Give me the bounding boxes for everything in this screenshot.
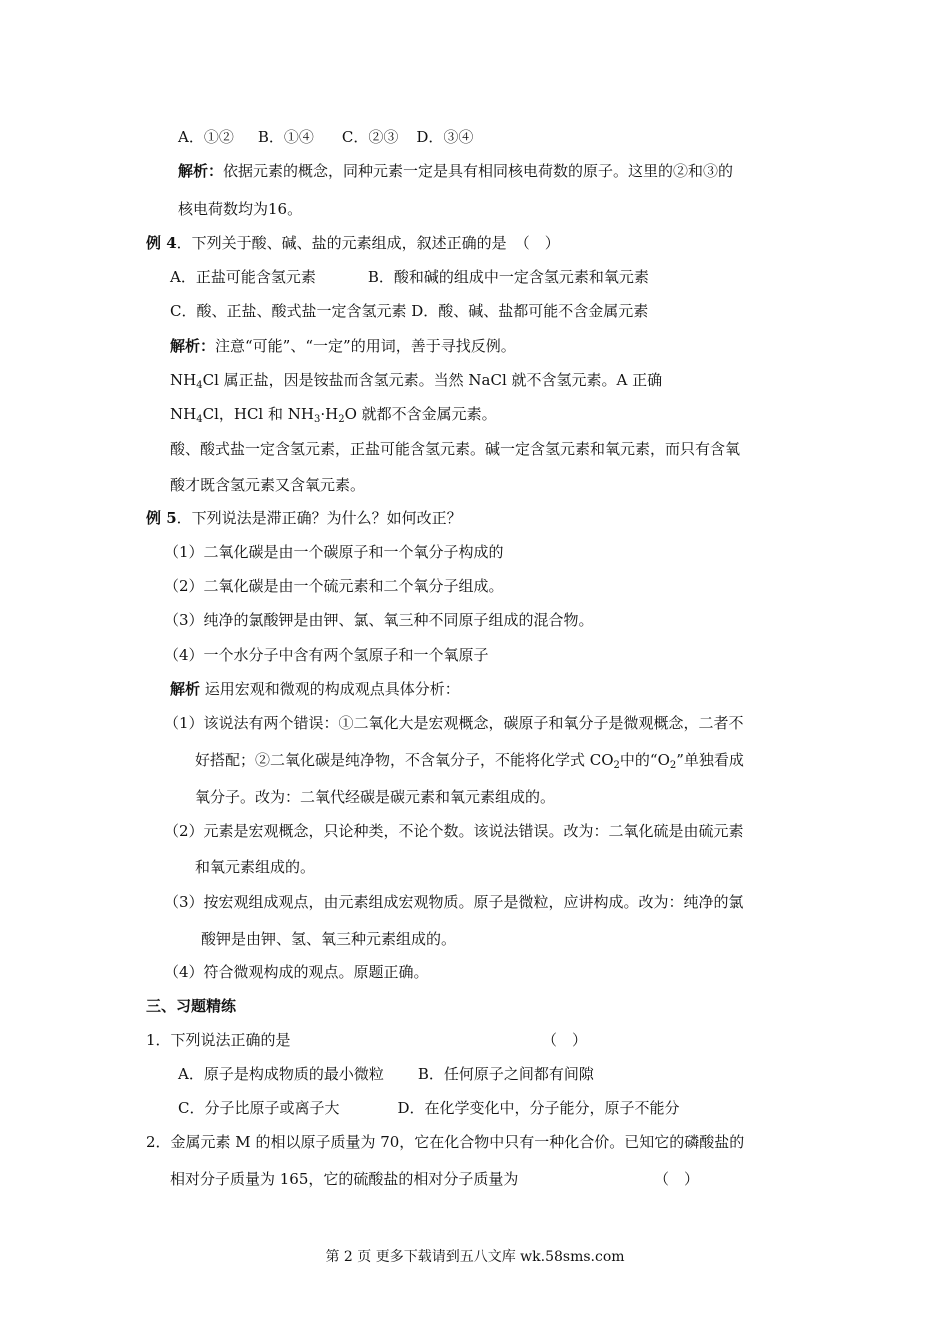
q3-analysis-line2: 核电荷数均为16。 <box>178 200 303 218</box>
ex4-label: 例 4 <box>146 234 177 252</box>
practice-q1-options-cd <box>178 1098 680 1118</box>
ex5-answer-2-line1: （2）元素是宏观概念，只论种类，不论个数。该说法错误。改为：二氧化硫是由硫元素 <box>164 822 744 840</box>
ex5-answer-1-line1: （1）该说法有两个错误：①二氧化大是宏观概念，碳原子和氧分子是微观概念，二者不 <box>164 714 744 732</box>
ex5-label: 例 5 <box>146 509 177 527</box>
q3-analysis-line1: 解析：依据元素的概念，同种元素一定是具有相同核电荷数的原子。这里的②和③的 <box>178 162 734 180</box>
answer-bracket: （ ） <box>514 234 560 252</box>
ex5-question: 例 5．下列说法是滞正确？为什么？如何改正？ <box>146 509 462 527</box>
ex4-question: 例 4．下列关于酸、碱、盐的元素组成，叙述正确的是 （ ） <box>146 234 560 252</box>
practice-q1: 1．下列说法正确的是 <box>146 1031 291 1049</box>
ex4-option-a: A．正盐可能含氢元素 <box>170 268 316 286</box>
ex5-item-3: （3）纯净的氯酸钾是由钾、氯、氧三种不同原子组成的混合物。 <box>164 611 594 629</box>
ex4-analysis-line2: $NH_4Cl$，HCl 和 $NH_3\cdot H_2O$ 就都不含金属元素。 <box>170 405 497 425</box>
ex4-analysis-line3: 酸、酸式盐一定含氢元素，正盐可能含氢元素。碱一定含氢元素和氧元素，而只有含氧 <box>170 440 741 458</box>
analysis-label: 解析： <box>178 162 224 180</box>
ex4-option-b: B．酸和碱的组成中一定含氢元素和氧元素 <box>367 268 649 286</box>
ex5-answer-3-line2: 酸钾是由钾、氢、氧三种元素组成的。 <box>201 930 457 948</box>
practice-q1-options-ab <box>178 1064 594 1084</box>
ex5-item-2: （2）二氧化碳是由一个硫元素和二个氧分子组成。 <box>164 577 504 595</box>
answer-bracket: （ ） <box>654 1170 700 1188</box>
practice-q1-option-c: C．分子比原子或离子大 <box>178 1099 340 1117</box>
page-footer: 第 2 页 更多下载请到五八文库 wk.58sms.com <box>325 1249 625 1265</box>
practice-q2-line1: 2．金属元素 M 的相以原子质量为 70，它在化合物中只有一种化合价。已知它的磷酸盐的 <box>146 1133 745 1151</box>
practice-q1-option-a: A．原子是构成物质的最小微粒 <box>178 1065 384 1083</box>
ex5-item-1: （1）二氧化碳是由一个碳原子和一个氧分子构成的 <box>164 543 504 561</box>
analysis-label: 解析 <box>170 680 201 698</box>
ex5-analysis: 解析 运用宏观和微观的构成观点具体分析： <box>170 680 460 698</box>
ex4-analysis: 解析：注意“可能”、“一定”的用词，善于寻找反例。 <box>170 337 516 355</box>
q3-options <box>178 127 473 147</box>
ex5-item-4: （4）一个水分子中含有两个氢原子和一个氧原子 <box>164 646 489 664</box>
ex4-options-ab <box>170 267 649 287</box>
ex5-answer-3-line1: （3）按宏观组成观点，由元素组成宏观物质。原子是微粒，应讲构成。改为：纯净的氯 <box>164 893 744 911</box>
ex4-analysis-line1: $NH_4Cl$ 属正盐，因是铵盐而含氢元素。当然 NaCl 就不含氢元素。A 正确 <box>170 371 663 391</box>
q3-option-a: A．①② <box>178 128 234 146</box>
section-title: 三、习题精练 <box>146 997 237 1015</box>
ex5-answer-4: （4）符合微观构成的观点。原题正确。 <box>164 963 429 981</box>
ex5-answer-1-line3: 氧分子。改为：二氧代经碳是碳元素和氧元素组成的。 <box>195 788 556 806</box>
practice-q1-option-b: B．任何原子之间都有间隙 <box>417 1065 594 1083</box>
q3-option-b: B．①④ <box>257 128 314 146</box>
ex4-options-cd: C．酸、正盐、酸式盐一定含氢元素 D．酸、碱、盐都可能不含金属元素 <box>170 302 649 320</box>
answer-bracket: （ ） <box>542 1031 588 1049</box>
q3-option-d: D．③④ <box>416 128 474 146</box>
ex5-answer-2-line2: 和氧元素组成的。 <box>195 858 316 876</box>
practice-q1-option-d: D．在化学变化中，分子能分，原子不能分 <box>397 1099 680 1117</box>
q3-option-c: C．②③ <box>341 128 399 146</box>
analysis-label: 解析： <box>170 337 216 355</box>
ex4-analysis-line4: 酸才既含氢元素又含氧元素。 <box>170 476 366 494</box>
practice-q2-line2: 相对分子质量为 165，它的硫酸盐的相对分子质量为 <box>170 1170 519 1188</box>
ex5-answer-1-line2: 好搭配；②二氧化碳是纯净物，不含氧分子，不能将化学式 $CO_2$中的“$O_2$”单独看成 <box>195 751 744 771</box>
